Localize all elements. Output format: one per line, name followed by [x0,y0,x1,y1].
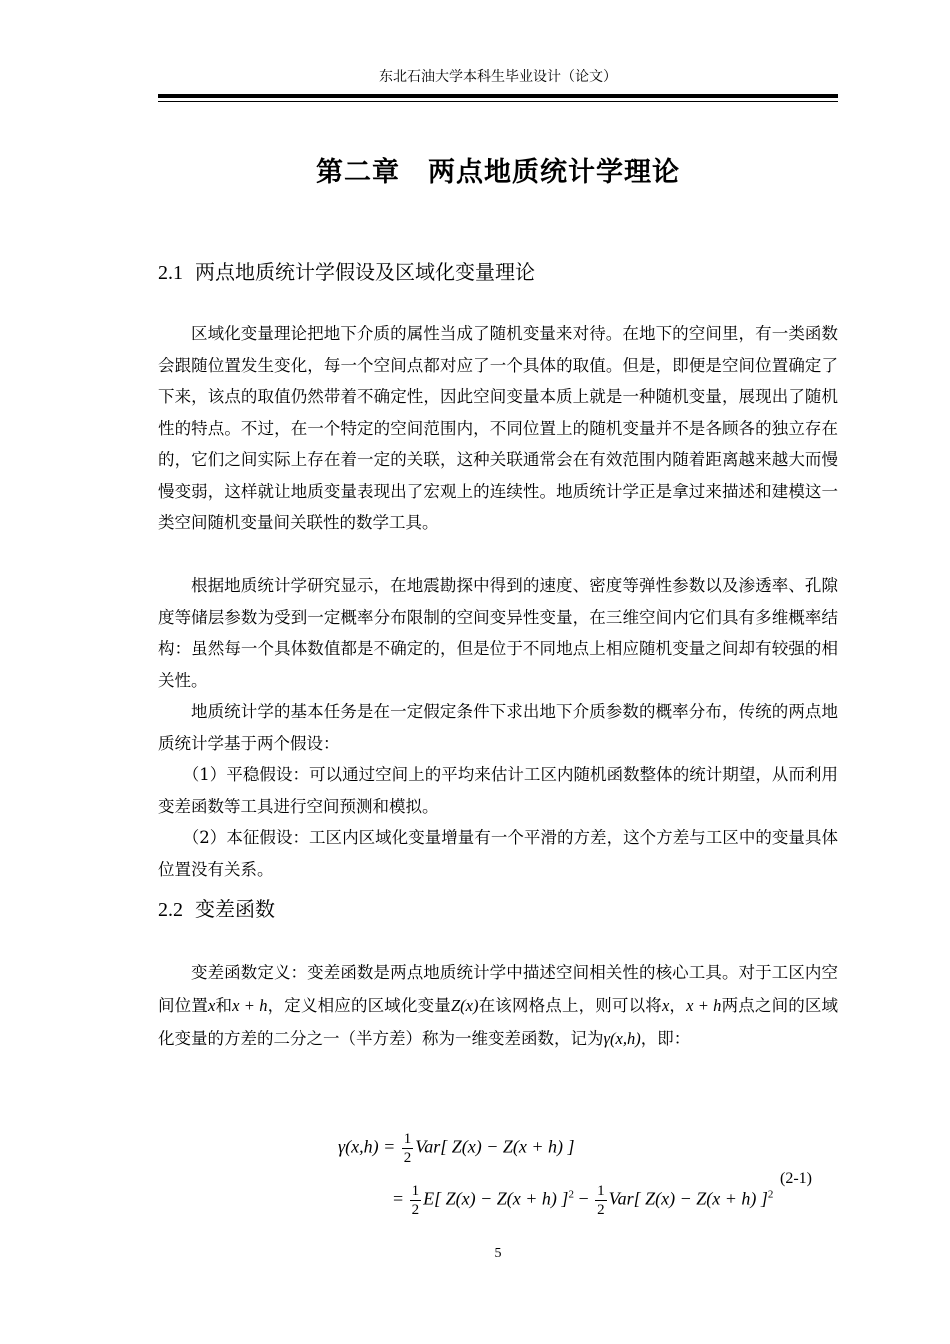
denominator: 2 [597,1202,605,1218]
math-gamma: γ(x,h) [603,1029,641,1048]
paragraph-variogram-definition [158,956,838,1055]
equals-sign: = [393,1188,404,1209]
paragraph-basic-task: 地质统计学的基本任务是在一定假定条件下求出地下介质参数的概率分布，传统的两点地质统计学基于两个假设： [158,702,838,753]
numerator: 1 [597,1183,605,1199]
header-rule-thin [158,101,838,102]
equation-variance-term: Var[ Z(x) − Z(x + h) ] [608,1188,768,1209]
math-zx: Z(x) [450,996,479,1015]
fraction-one-half [410,1182,422,1219]
denominator: 2 [411,1202,420,1218]
section-number: 2.1 [158,262,183,284]
text-run: 两点之间的区域化变量的方差的二分之一（半方差）称为一维变差函数，记为 [158,996,839,1048]
header-rule-thick [158,94,838,98]
minus-sign: − [578,1188,589,1209]
list-item-stationarity: （1）平稳假设：可以通过空间上的平均来估计工区内随机函数整体的统计期望，从而利用变差函数等工具进行空间预测和模拟。 [158,765,838,816]
text-run: ， [669,996,687,1015]
chapter-title: 第二章 两点地质统计学理论 [316,157,680,188]
text-run: 在该网格点上，则可以将 [478,996,662,1015]
paragraph-regionalized-variable: 区域化变量理论把地下介质的属性当成了随机变量来对待。在地下的空间里，有一类函数会跟随位置发生变化，每一个空间点都对应了一个具体的取值。但是，即便是空间位置确定了下来，该点的取值仍然带着不确定性，因此空间变量本质上就是一种随机变量，展现出了随机性的特点。不过，在一个特定的空间范围内，不同位置上的随机变量并不是各顾各的独立存在的，它们之间实际上存在着一定的关联，这种关联通常会在有效范围内随着距离越来越大而慢慢变弱，这样就让地质变量表现出了宏观上的连续性。地质统计学正是拿过来描述和建模这一类空间随机变量间关联性的数学工具。 [158,324,838,532]
text-run: ，即： [640,1029,691,1048]
numerator: 1 [411,1183,420,1199]
section-heading-2-1 [158,256,535,285]
equation-lhs: γ(x,h) = [338,1136,396,1157]
exponent: 2 [767,1188,774,1201]
equation-line-2 [393,1182,773,1219]
exponent: 2 [568,1188,574,1201]
section-title: 变差函数 [195,897,275,921]
denominator: 2 [403,1150,412,1166]
text-run: 和 [215,996,233,1015]
section-heading-2-2 [158,893,275,922]
text-run: ，定义相应的区域化变量 [267,996,451,1015]
numerator: 1 [403,1131,412,1147]
math-x-plus-h: x + h [686,996,722,1015]
fraction-one-half [402,1130,414,1167]
equation-number: (2-1) [780,1170,812,1187]
paragraph-geostatistics-research: 根据地质统计学研究显示，在地震勘探中得到的速度、密度等弹性参数以及渗透率、孔隙度等储层参数为受到一定概率分布限制的空间变异性变量，在三维空间内它们具有多维概率结构：虽然每一个具体数值都是不确定的，但是位于不同地点上相应随机变量之间却有较强的相关性。 [158,576,838,690]
equation-rhs: Var[ Z(x) − Z(x + h) ] [415,1136,575,1157]
list-item-intrinsic: （2）本征假设：工区内区域化变量增量有一个平滑的方差，这个方差与工区中的变量具体位置没有关系。 [158,828,838,879]
fraction-one-half [595,1182,607,1219]
equation-expectation-term: E[ Z(x) − Z(x + h) ] [423,1188,569,1209]
page-number: 5 [494,1246,502,1261]
math-x: x [661,996,670,1015]
running-header: 东北石油大学本科生毕业设计（论文） [379,69,617,85]
section-title: 两点地质统计学假设及区域化变量理论 [195,260,535,284]
section-number: 2.2 [158,899,183,921]
text-run: 变差函数定义：变差函数是两点地质统计学中描述空间相关性的核心工具。对于工区内空间位置 [158,963,838,1015]
math-x: x [208,996,216,1015]
math-x-plus-h: x + h [232,996,268,1015]
equation-line-1 [338,1130,575,1167]
